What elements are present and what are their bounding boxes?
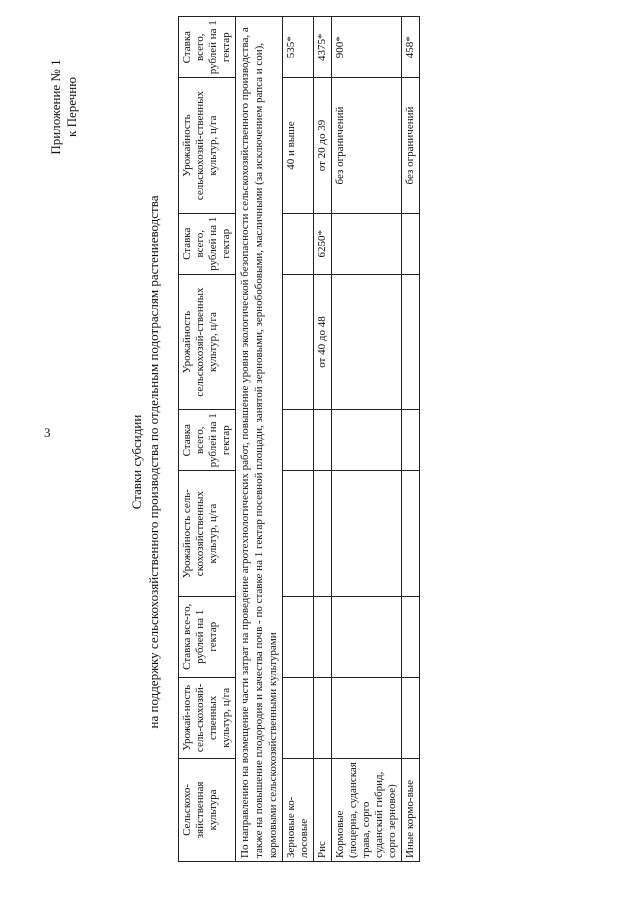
yield-cell: от 40 до 48 bbox=[314, 274, 332, 409]
header-yield-2: Урожайность сель-скохозяйственных культур, ц/га bbox=[179, 471, 236, 596]
title-line-2: на поддержку сельскохозяйственного производства по отдельным подотраслям растениеводства bbox=[146, 195, 161, 729]
crop-cell: Зерновые ко-лосовые bbox=[283, 758, 314, 861]
header-yield-1: Урожай-ность сель-скохозяй-ственных культур, ц/га bbox=[179, 677, 236, 758]
header-rate-3: Ставка всего, рублей на 1 гектар bbox=[179, 213, 236, 274]
table-cell bbox=[283, 410, 314, 471]
table-cell bbox=[332, 274, 402, 409]
yield-cell: от 20 до 39 bbox=[314, 78, 332, 213]
title-line-1: Ставки субсидии bbox=[129, 414, 144, 510]
crop-cell: Иные кормо-вые bbox=[402, 758, 420, 861]
table-cell bbox=[402, 596, 420, 677]
rate-cell: 4375* bbox=[314, 17, 332, 78]
subsidy-direction-text: По направлению на возмещение части затрат на проведение агротехнологических работ, повышение уровня экологической безопасности сельскохозяйственного производства, а также на повышение плодородия и качества почв - по ставке на 1 гектар посевной площади, занятой зерновыми, зернобобовыми, масличными (за исключением рапса и сои), кормовыми сельскохозяйственными культурами bbox=[236, 17, 283, 862]
table-cell bbox=[402, 274, 420, 409]
appendix-header bbox=[48, 32, 80, 182]
header-rate-4: Ставка всего, рублей на 1 гектар bbox=[179, 17, 236, 78]
header-rate-2: Ставка всего, рублей на 1 гектар bbox=[179, 410, 236, 471]
table-cell bbox=[283, 213, 314, 274]
document-title bbox=[128, 82, 162, 842]
table-cell bbox=[332, 213, 402, 274]
crop-cell: Кормовые (люцерна, суданская трава, сорго суданский гибрид, сорго зерновое) bbox=[332, 758, 402, 861]
table-header-row bbox=[179, 17, 236, 862]
table-cell bbox=[314, 677, 332, 758]
crop-cell: Рис bbox=[314, 758, 332, 861]
header-crop: Сельскохо-зяйственная культура bbox=[179, 758, 236, 861]
table-cell bbox=[314, 410, 332, 471]
rotated-page-content bbox=[0, 22, 640, 882]
table-cell bbox=[402, 213, 420, 274]
table-cell bbox=[332, 471, 402, 596]
table-cell bbox=[283, 596, 314, 677]
header-rate-1: Ставка все-го, рублей на 1 гектар bbox=[179, 596, 236, 677]
rate-cell: 900* bbox=[332, 17, 402, 78]
table-row bbox=[283, 17, 314, 862]
table-cell bbox=[402, 410, 420, 471]
direction-row bbox=[236, 17, 283, 862]
table-cell bbox=[332, 596, 402, 677]
rate-cell: 458* bbox=[402, 17, 420, 78]
table-cell bbox=[332, 410, 402, 471]
table-cell bbox=[283, 274, 314, 409]
table-cell bbox=[332, 677, 402, 758]
table-row bbox=[402, 17, 420, 862]
yield-cell: 40 и выше bbox=[283, 78, 314, 213]
appendix-label: Приложение № 1 bbox=[48, 59, 63, 155]
table-cell bbox=[283, 471, 314, 596]
header-yield-4: Урожайность сельскохозяй-ственных культур, ц/га bbox=[179, 78, 236, 213]
rate-cell: 6250* bbox=[314, 213, 332, 274]
header-yield-3: Урожайность сельскохозяй-ственных культур, ц/га bbox=[179, 274, 236, 409]
table-cell bbox=[314, 596, 332, 677]
table-row bbox=[314, 17, 332, 862]
appendix-reference: к Перечню bbox=[64, 77, 79, 137]
rate-cell: 535* bbox=[283, 17, 314, 78]
subsidy-rates-table bbox=[178, 16, 420, 862]
table-cell bbox=[402, 677, 420, 758]
yield-cell: без ограничений bbox=[332, 78, 402, 213]
page-number: 3 bbox=[44, 425, 51, 440]
table-cell bbox=[283, 677, 314, 758]
table-cell bbox=[314, 471, 332, 596]
yield-cell: без ограничений bbox=[402, 78, 420, 213]
table-row bbox=[332, 17, 402, 862]
table-cell bbox=[402, 471, 420, 596]
